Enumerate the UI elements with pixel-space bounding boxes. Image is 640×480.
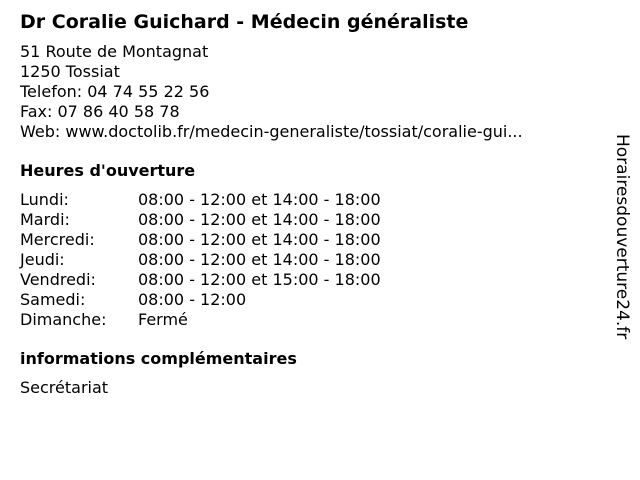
opening-hours-table (20, 190, 590, 330)
hours-time: Fermé (138, 310, 188, 329)
address-line-2: 1250 Tossiat (20, 62, 120, 81)
hours-heading: Heures d'ouverture (20, 161, 196, 180)
hours-day: Vendredi: (20, 270, 96, 289)
hours-row-lundi (20, 190, 590, 210)
site-watermark: Horairesdouverture24.fr (612, 134, 632, 340)
hours-time: 08:00 - 12:00 et 15:00 - 18:00 (138, 270, 381, 289)
hours-day: Dimanche: (20, 310, 107, 329)
extra-info-heading: informations complémentaires (20, 349, 297, 368)
hours-row-vendredi (20, 270, 590, 290)
hours-day: Jeudi: (20, 250, 65, 269)
address-line-1: 51 Route de Montagnat (20, 42, 209, 61)
hours-time: 08:00 - 12:00 (138, 290, 247, 309)
hours-time: 08:00 - 12:00 et 14:00 - 18:00 (138, 230, 381, 249)
hours-row-dimanche (20, 310, 590, 330)
web-line: Web: www.doctolib.fr/medecin-generaliste/tossiat/coralie-gui... (20, 122, 523, 141)
page-title: Dr Coralie Guichard - Médecin généraliste (20, 11, 469, 33)
hours-day: Mercredi: (20, 230, 95, 249)
hours-time: 08:00 - 12:00 et 14:00 - 18:00 (138, 210, 381, 229)
contact-info (20, 42, 590, 142)
extra-info-item: Secrétariat (20, 378, 109, 397)
fax-line: Fax: 07 86 40 58 78 (20, 102, 180, 121)
hours-time: 08:00 - 12:00 et 14:00 - 18:00 (138, 250, 381, 269)
hours-row-samedi (20, 290, 590, 310)
hours-day: Mardi: (20, 210, 70, 229)
hours-row-mercredi (20, 230, 590, 250)
extra-info-list (20, 378, 590, 398)
hours-row-mardi (20, 210, 590, 230)
hours-row-jeudi (20, 250, 590, 270)
hours-day: Lundi: (20, 190, 69, 209)
hours-time: 08:00 - 12:00 et 14:00 - 18:00 (138, 190, 381, 209)
hours-day: Samedi: (20, 290, 86, 309)
business-card (20, 8, 590, 398)
phone-line: Telefon: 04 74 55 22 56 (20, 82, 210, 101)
